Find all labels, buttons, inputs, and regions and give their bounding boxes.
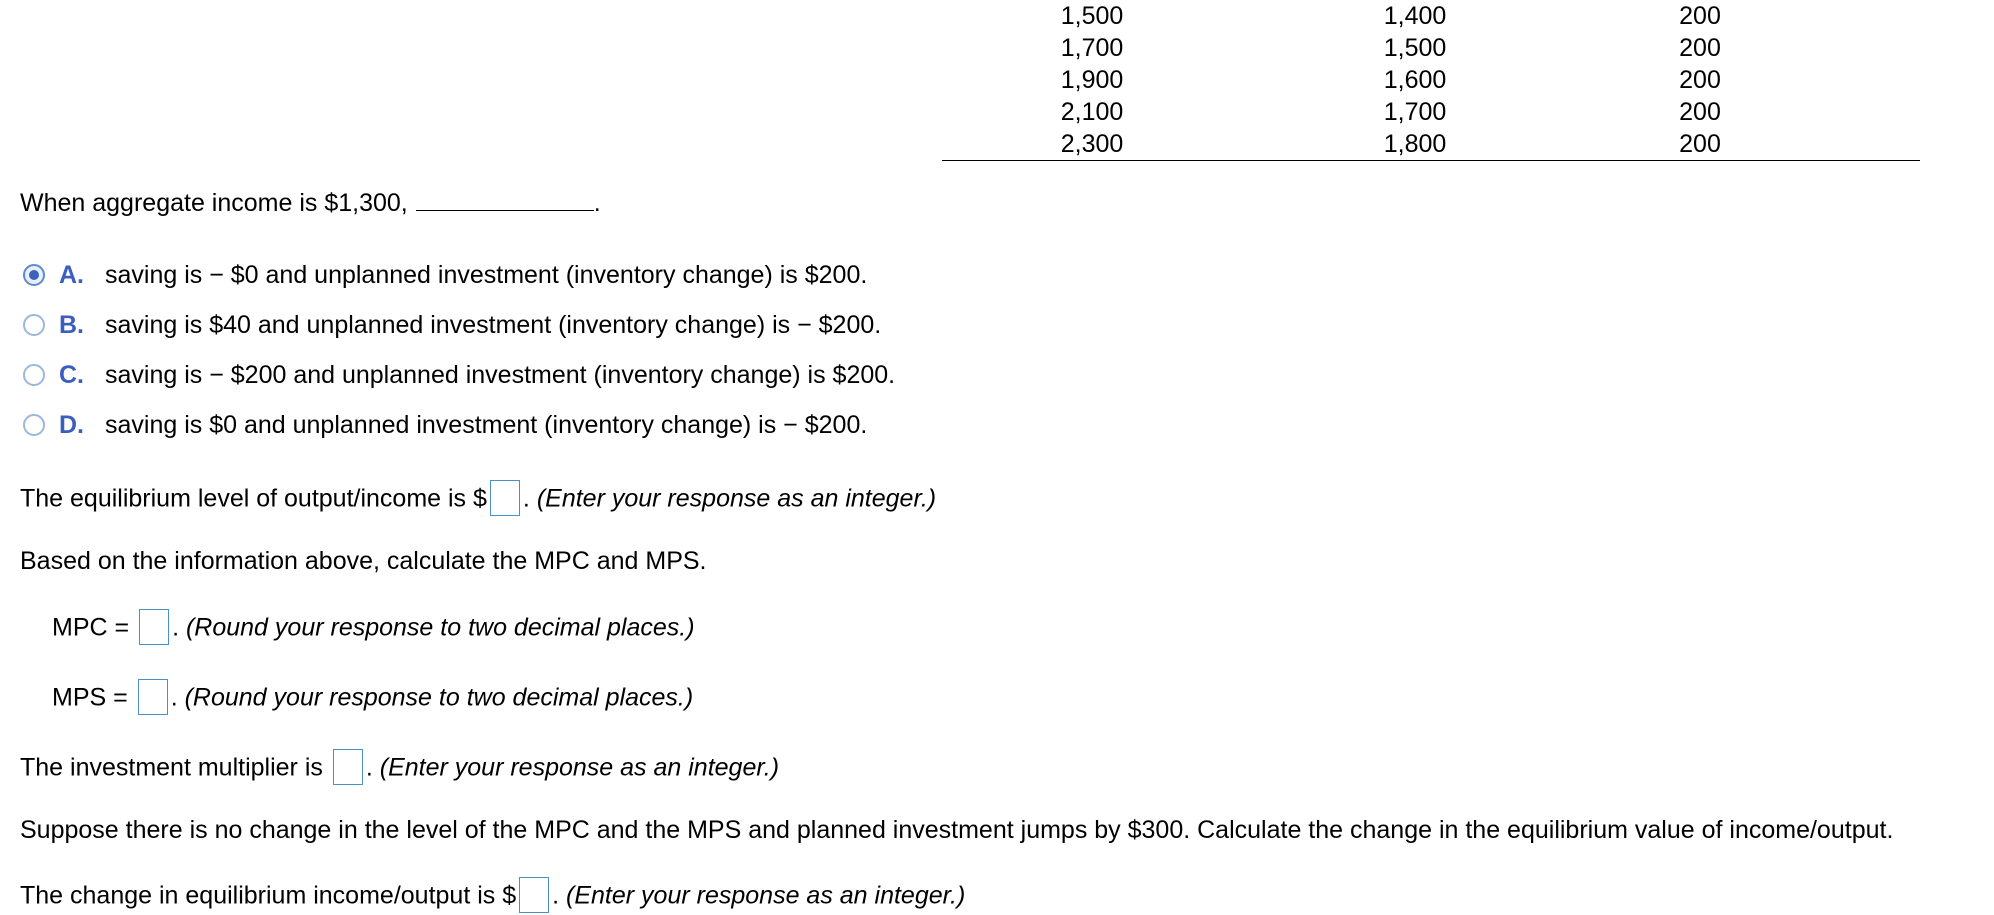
choice-text: saving is − $0 and unplanned investment (inventory change) is $200. (105, 260, 868, 289)
mpc-question (52, 611, 695, 647)
mpc-hint: (Round your response to two decimal places.) (185, 613, 695, 642)
table-row (942, 64, 1920, 96)
equilibrium-label: The equilibrium level of output/income is $ (20, 484, 487, 513)
equilibrium-question (20, 482, 936, 518)
equilibrium-input[interactable] (490, 480, 520, 516)
mpc-mps-intro: Based on the information above, calculate the MPC and MPS. (20, 547, 707, 575)
multiplier-label: The investment multiplier is (20, 753, 323, 782)
choice-text: saving is $0 and unplanned investment (inventory change) is − $200. (105, 410, 868, 439)
scenario-text: Suppose there is no change in the level of the MPC and the MPS and planned investment jumps by $300. Calculate the change in the equilibrium value of income/output. (20, 816, 1894, 844)
choice-letter: B. (59, 310, 84, 339)
multiplier-period: . (365, 753, 373, 782)
table-cell: 1,500 (1383, 34, 1447, 62)
question-prompt (20, 188, 601, 218)
table-cell: 1,600 (1383, 66, 1447, 94)
table-cell: 2,300 (1060, 130, 1124, 158)
fill-in-blank (416, 190, 594, 211)
multiplier-hint: (Enter your response as an integer.) (379, 753, 780, 782)
choice-d[interactable] (23, 410, 867, 440)
mps-input[interactable] (138, 679, 168, 715)
table-row (942, 96, 1920, 128)
table-cell: 200 (1679, 98, 1721, 126)
change-period: . (552, 881, 560, 910)
mpc-period: . (172, 613, 180, 642)
mps-period: . (170, 683, 178, 712)
table-cell: 1,900 (1060, 66, 1124, 94)
table-cell: 1,500 (1060, 2, 1124, 30)
choice-letter: D. (59, 410, 84, 439)
table-cell: 200 (1679, 2, 1721, 30)
table-cell: 200 (1679, 34, 1721, 62)
multiplier-question (20, 751, 779, 787)
table-cell: 1,700 (1060, 34, 1124, 62)
change-hint: (Enter your response as an integer.) (566, 881, 966, 910)
equilibrium-period: . (522, 484, 530, 513)
radio-button-selected-icon[interactable] (23, 264, 45, 286)
choice-letter: A. (59, 260, 84, 289)
multiplier-input[interactable] (333, 749, 363, 785)
mpc-label: MPC = (52, 613, 130, 642)
choice-text: saving is $40 and unplanned investment (inventory change) is − $200. (105, 310, 882, 339)
table-cell: 200 (1679, 130, 1721, 158)
table-cell: 1,700 (1383, 98, 1447, 126)
equilibrium-hint: (Enter your response as an integer.) (536, 484, 937, 513)
change-question (20, 879, 965, 915)
mpc-input[interactable] (139, 609, 169, 645)
choice-c[interactable] (23, 360, 895, 390)
table-row (942, 0, 1920, 32)
table-cell: 1,400 (1383, 2, 1447, 30)
radio-button-icon[interactable] (23, 414, 45, 436)
table-row (942, 128, 1920, 160)
choice-text: saving is − $200 and unplanned investment (inventory change) is $200. (105, 360, 896, 389)
mps-hint: (Round your response to two decimal places.) (184, 683, 694, 712)
radio-button-icon[interactable] (23, 364, 45, 386)
table-cell: 200 (1679, 66, 1721, 94)
table-row (942, 32, 1920, 64)
change-label: The change in equilibrium income/output is $ (20, 881, 517, 910)
question-prompt-end: . (593, 189, 601, 217)
mps-label: MPS = (52, 683, 128, 712)
data-table (942, 0, 1920, 161)
choice-letter: C. (59, 360, 84, 389)
mps-question (52, 681, 693, 717)
question-prompt-text: When aggregate income is $1,300, (20, 189, 408, 217)
choice-a[interactable] (23, 260, 867, 290)
radio-button-icon[interactable] (23, 314, 45, 336)
choice-b[interactable] (23, 310, 881, 340)
table-cell: 2,100 (1060, 98, 1124, 126)
table-cell: 1,800 (1383, 130, 1447, 158)
